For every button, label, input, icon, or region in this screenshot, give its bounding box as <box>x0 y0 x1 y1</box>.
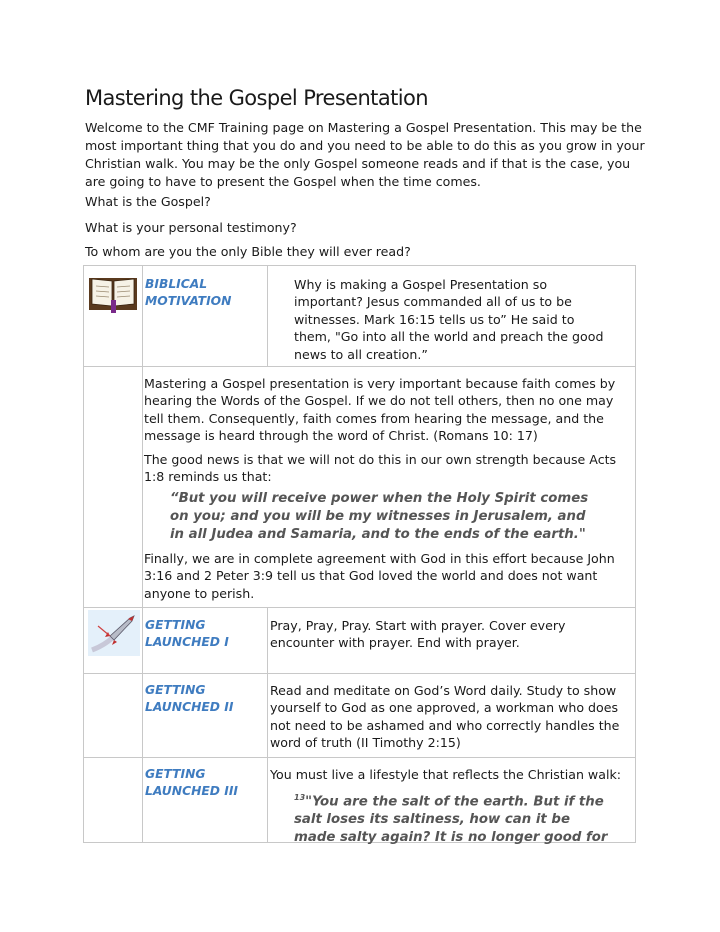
acts-paragraph: The good news is that we will not do this in our own strength because Acts 1:8 reminds us that: <box>144 452 617 485</box>
getting-launched-1-text: Pray, Pray, Pray. Start with prayer. Cover every encounter with prayer. End with prayer. <box>270 618 566 651</box>
label-line: GETTING <box>145 683 206 697</box>
label-line: LAUNCHED II <box>145 700 234 714</box>
page-title: Mastering the Gospel Presentation <box>85 86 428 110</box>
verse-number: 13 <box>294 793 306 802</box>
table-rule <box>83 607 636 608</box>
table-rule <box>267 607 268 842</box>
training-table <box>83 265 636 846</box>
salt-quote <box>294 789 614 847</box>
getting-launched-2-text: Read and meditate on God’s Word daily. Study to show yourself to God as one approved, a workman who does not need to be ashamed and who correctly handles the word of truth (II Timothy 2:15) <box>270 683 620 751</box>
table-rule <box>635 265 636 843</box>
getting-launched-3-text: You must live a lifestyle that reflects the Christian walk: <box>270 767 621 782</box>
table-rule <box>83 673 636 674</box>
question-only-bible: To whom are you the only Bible they will ever read? <box>85 244 411 259</box>
label-line: GETTING <box>145 767 206 781</box>
table-rule <box>142 265 143 843</box>
label-line: LAUNCHED I <box>145 635 229 649</box>
label-line: BIBLICAL <box>145 277 208 291</box>
label-biblical-motivation <box>145 276 231 310</box>
finally-paragraph: Finally, we are in complete agreement with God in this effort because John 3:16 and 2 Peter 3:9 tell us that God loved the world and does not want anyone to perish. <box>144 551 615 601</box>
question-gospel: What is the Gospel? <box>85 194 211 209</box>
label-line: LAUNCHED III <box>145 784 239 798</box>
table-rule <box>267 265 268 366</box>
table-rule <box>83 366 636 367</box>
label-line: GETTING <box>145 618 206 632</box>
label-getting-launched-3 <box>145 766 238 800</box>
mastering-paragraph: Mastering a Gospel presentation is very important because faith comes by hearing the Words of the Gospel. If we do not tell others, then no one may tell them. Consequently, faith comes from hearing the message, and the message is heard through the word of Christ. (Romans 10: 17) <box>144 376 616 444</box>
label-getting-launched-1 <box>145 617 229 651</box>
biblical-motivation-text: Why is making a Gospel Presentation so important? Jesus commanded all of us to be witnesses. Mark 16:15 tells us to” He said to them, "Go into all the world and preach the good news to all creation.” <box>294 277 604 362</box>
label-getting-launched-2 <box>145 682 233 716</box>
rocket-launch-icon <box>88 610 140 660</box>
question-testimony: What is your personal testimony? <box>85 220 297 235</box>
table-rule <box>83 265 636 266</box>
acts-quote: “But you will receive power when the Holy Spirit comes on you; and you will be my witnesses in Jerusalem, and in all Judea and Samaria, and to the ends of the earth." <box>170 491 589 542</box>
intro-paragraph: Welcome to the CMF Training page on Mastering a Gospel Presentation. This may be the most important thing that you do and you need to be able to do this as you grow in your Christian walk. You may be the only Gospel someone reads and if that is the case, you are going to have to present the Gospel when the time comes. <box>85 120 645 189</box>
label-line: MOTIVATION <box>145 294 232 308</box>
table-rule <box>83 757 636 758</box>
table-rule <box>83 265 84 843</box>
salt-quote-text: "You are the salt of the earth. But if the salt loses its saltiness, how can it be made salty again? It is no longer good for <box>294 794 608 846</box>
open-bible-icon <box>88 270 138 318</box>
